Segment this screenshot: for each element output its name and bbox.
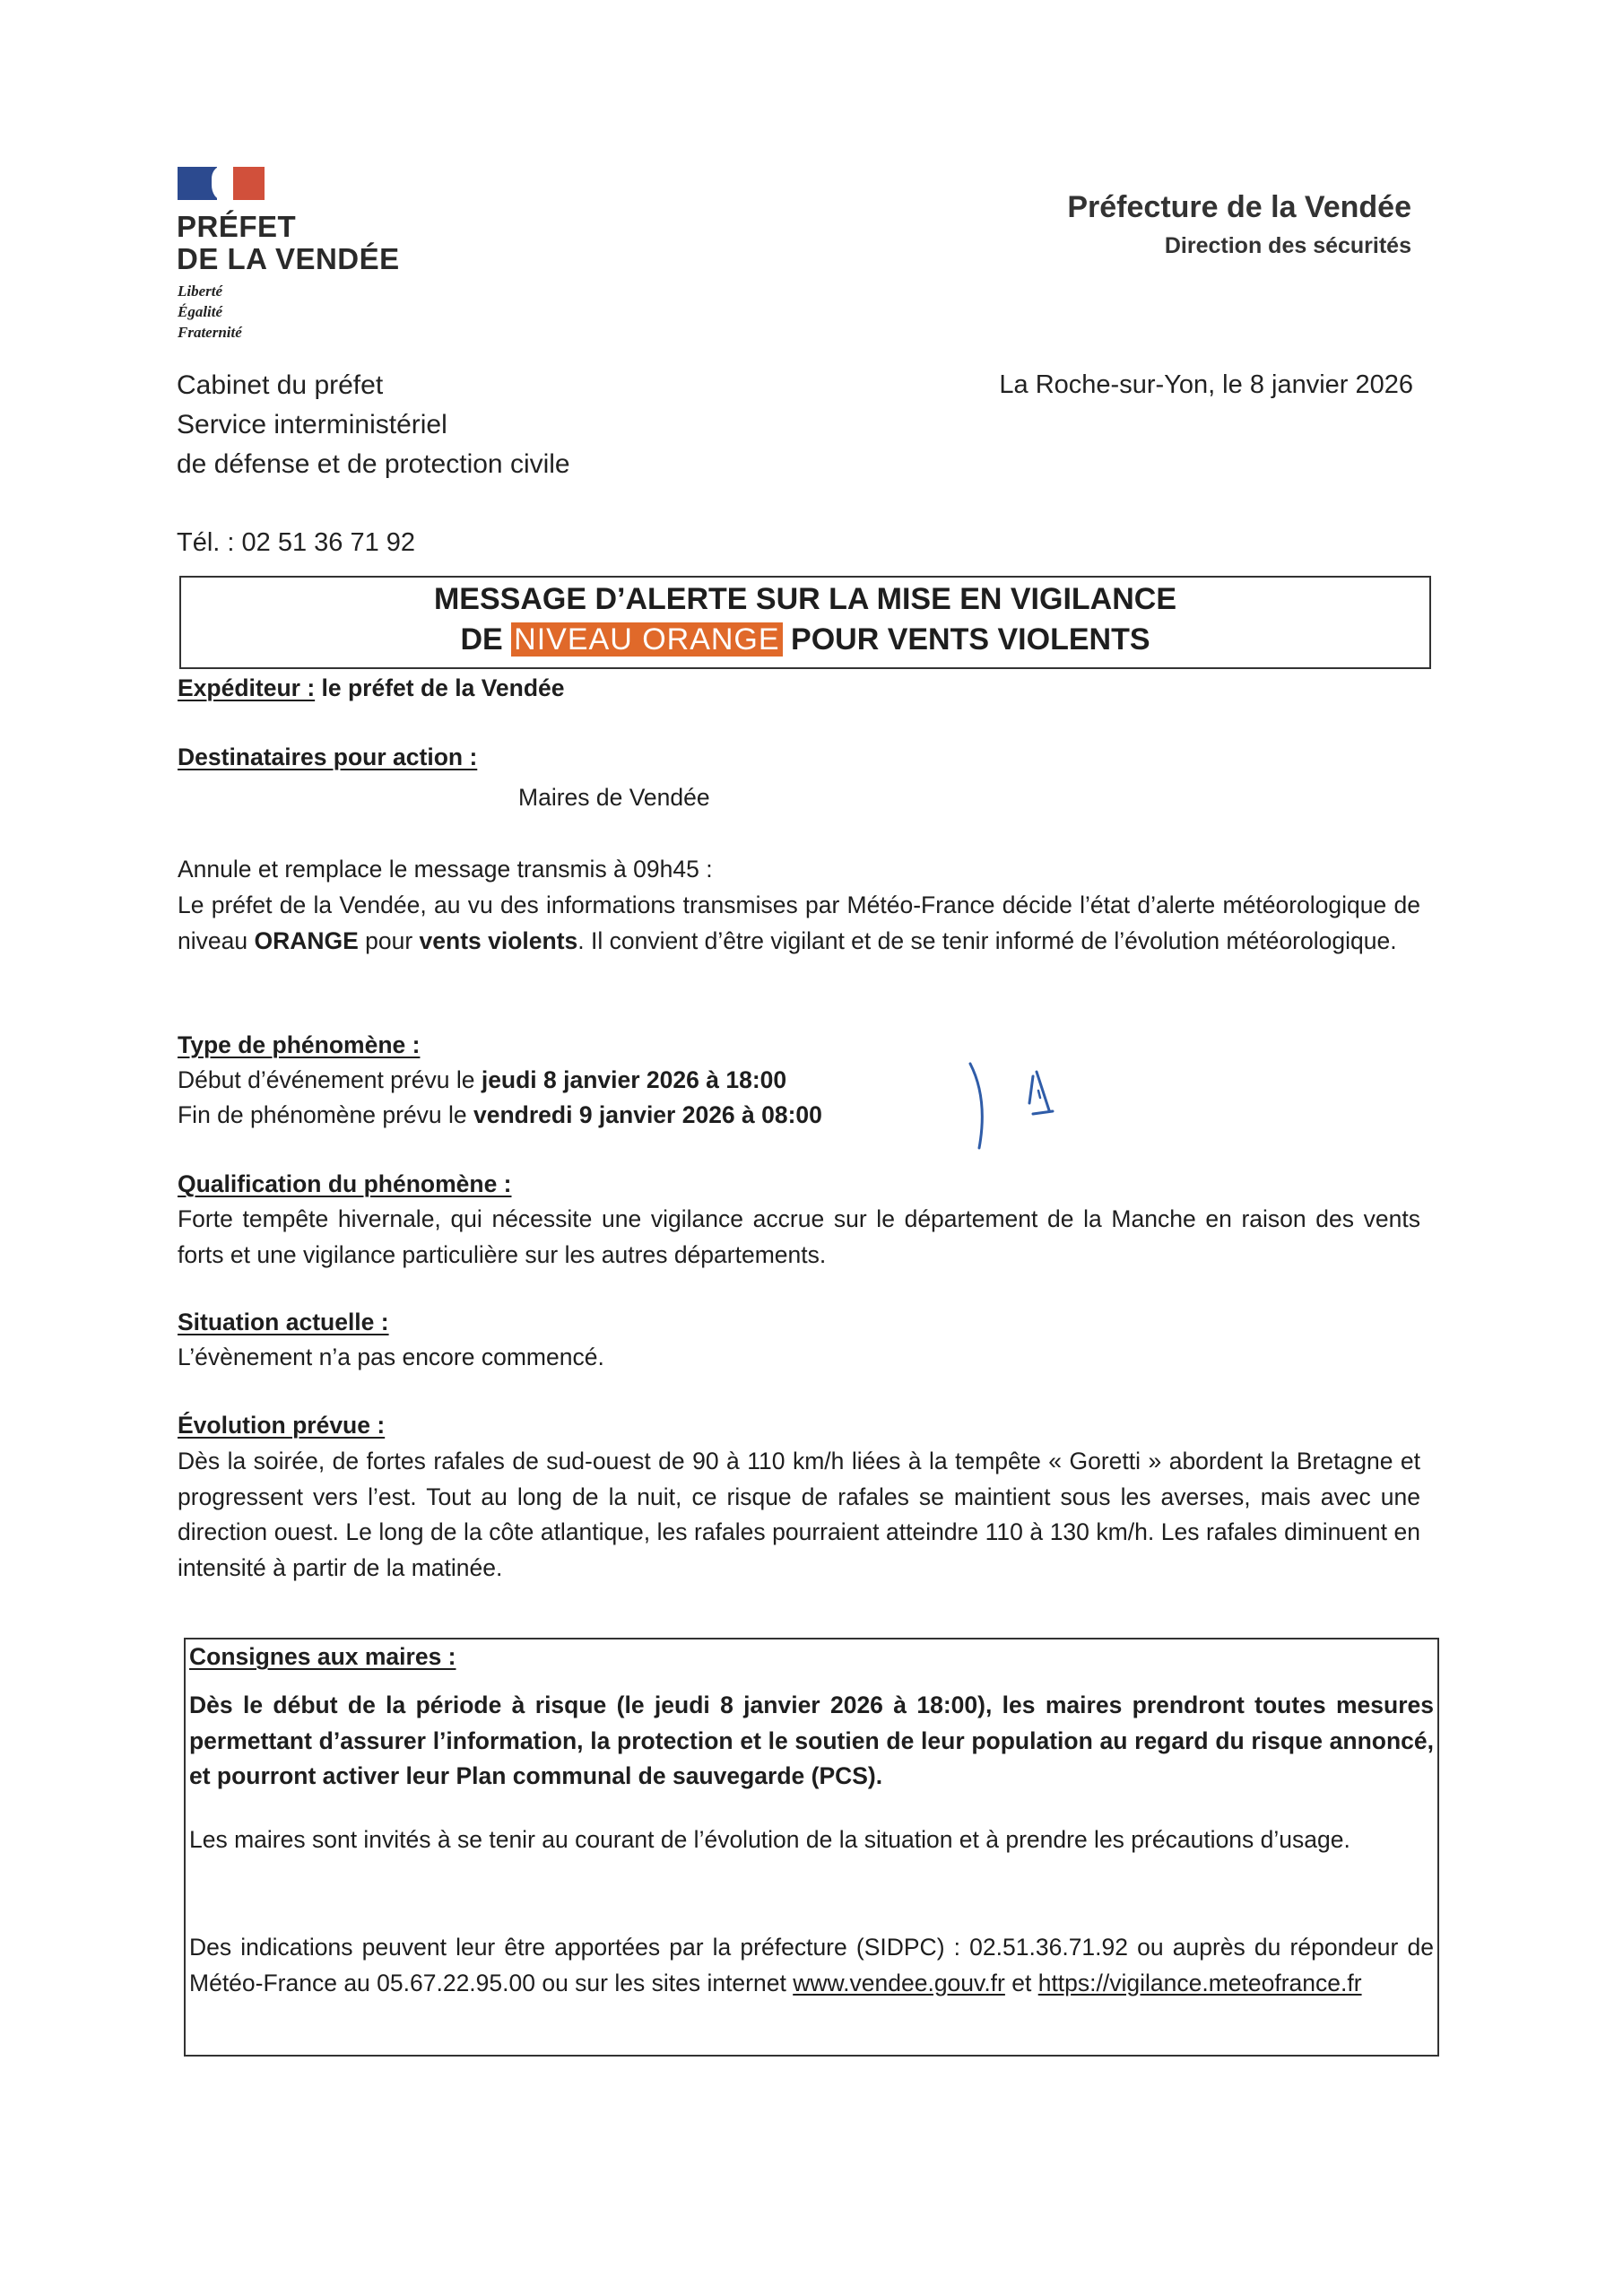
event-end-line [178, 1098, 822, 1134]
service-line-3: de défense et de protection civile [177, 449, 570, 479]
alert-title-suffix: POUR VENTS VIOLENTS [791, 622, 1150, 657]
handwritten-bracket-icon [959, 1058, 1076, 1157]
forecast-label: Évolution prévue : [178, 1412, 386, 1439]
qualification-label: Qualification du phénomène : [178, 1170, 512, 1197]
instructions-bold-paragraph: Dès le début de la période à risque (le jeudi 8 janvier 2026 à 18:00), les maires prendront toutes mesures permettant d’assurer l’information, la protection et le soutien de leur population au regard du risque annoncé, et pourront activer leur Plan communal de sauvegarde (PCS). [189, 1692, 1434, 1789]
phenomenon-type-label: Type de phénomène : [178, 1031, 421, 1058]
event-start-line [178, 1063, 786, 1099]
intro-text-1: Le préfet de la Vendée, au vu des informations transmises par Météo-France décide l’état d’alerte météorologique de niveau [178, 891, 1420, 954]
alert-title-line2 [181, 622, 1429, 657]
motto-liberte: Liberté [178, 283, 223, 300]
qualification-text: Forte tempête hivernale, qui nécessite une vigilance accrue sur le département de la Manche en raison des vents forts et une vigilance particulière sur les autres départements. [178, 1205, 1420, 1268]
instructions-label: Consignes aux maires : [189, 1643, 456, 1670]
alert-title-line1: MESSAGE D’ALERTE SUR LA MISE EN VIGILANCE [433, 582, 1177, 616]
event-start-prefix: Début d’événement prévu le [178, 1066, 482, 1093]
alert-title-prefix: DE [460, 622, 503, 657]
replaces-message-line: Annule et remplace le message transmis à 09h45 : [178, 856, 713, 883]
alert-title-box [179, 576, 1431, 669]
instructions-paragraph-2: Les maires sont invités à se tenir au courant de l’évolution de la situation et à prendre les précautions d’usage. [189, 1826, 1350, 1853]
situation-label: Situation actuelle : [178, 1309, 389, 1335]
place-date: La Roche-sur-Yon, le 8 janvier 2026 [999, 370, 1413, 399]
marianne-profile-icon [212, 167, 235, 200]
sender-label: Expéditeur : [178, 674, 316, 701]
logo-title-line1: PRÉFET [177, 210, 297, 243]
logo-title-line2: DE LA VENDÉE [177, 242, 400, 275]
motto-fraternite: Fraternité [178, 324, 242, 341]
phone-number: Tél. : 02 51 36 71 92 [177, 528, 416, 557]
prefecture-name: Préfecture de la Vendée [1067, 190, 1411, 224]
flag-red-icon [233, 167, 265, 200]
recipients-value: Maires de Vendée [518, 784, 710, 811]
direction-name: Direction des sécurités [1164, 233, 1411, 258]
vendee-gouv-link[interactable]: www.vendee.gouv.fr [793, 1969, 1005, 1996]
intro-level-orange: ORANGE [254, 926, 359, 954]
event-end-value: vendredi 9 janvier 2026 à 08:00 [473, 1101, 822, 1128]
intro-paragraph [178, 888, 1420, 959]
recipients-label: Destinataires pour action : [178, 744, 478, 770]
intro-text-3: . Il convient d’être vigilant et de se tenir informé de l’évolution météorologique. [577, 926, 1397, 954]
instructions-box [184, 1638, 1439, 2057]
motto-egalite: Égalité [178, 303, 223, 320]
forecast-text: Dès la soirée, de fortes rafales de sud-ouest de 90 à 110 km/h liées à la tempête « Goretti » abordent la Bretagne et progressent vers l’est. Tout au long de la nuit, ce risque de rafales se maintient sous les averses, mais avec une direction ouest. Le long de la côte atlantique, les rafales pourraient atteindre 110 à 130 km/h. Les rafales diminuent en intensité à partir de la matinée. [178, 1448, 1420, 1581]
sender-value: le préfet de la Vendée [321, 674, 565, 701]
service-line-1: Cabinet du préfet [177, 370, 384, 400]
contact-and: et [1004, 1969, 1038, 1996]
event-end-prefix: Fin de phénomène prévu le [178, 1101, 473, 1128]
event-start-value: jeudi 8 janvier 2026 à 18:00 [481, 1066, 787, 1093]
sender-line [178, 671, 565, 707]
instructions-paragraph-3 [189, 1930, 1434, 2001]
contact-text: Des indications peuvent leur être apportées par la préfecture (SIDPC) : 02.51.36.71.92 ou auprès du répondeur de Météo-France au 05.67.22.95.00 ou sur les sites internet [189, 1934, 1434, 1996]
orange-level-highlight: NIVEAU ORANGE [511, 622, 782, 657]
service-line-2: Service interministériel [177, 410, 447, 439]
situation-text: L’évènement n’a pas encore commencé. [178, 1344, 604, 1370]
meteofrance-vigilance-link[interactable]: https://vigilance.meteofrance.fr [1037, 1969, 1362, 1996]
intro-text-2: pour [358, 926, 420, 954]
intro-violent-winds: vents violents [419, 926, 578, 954]
